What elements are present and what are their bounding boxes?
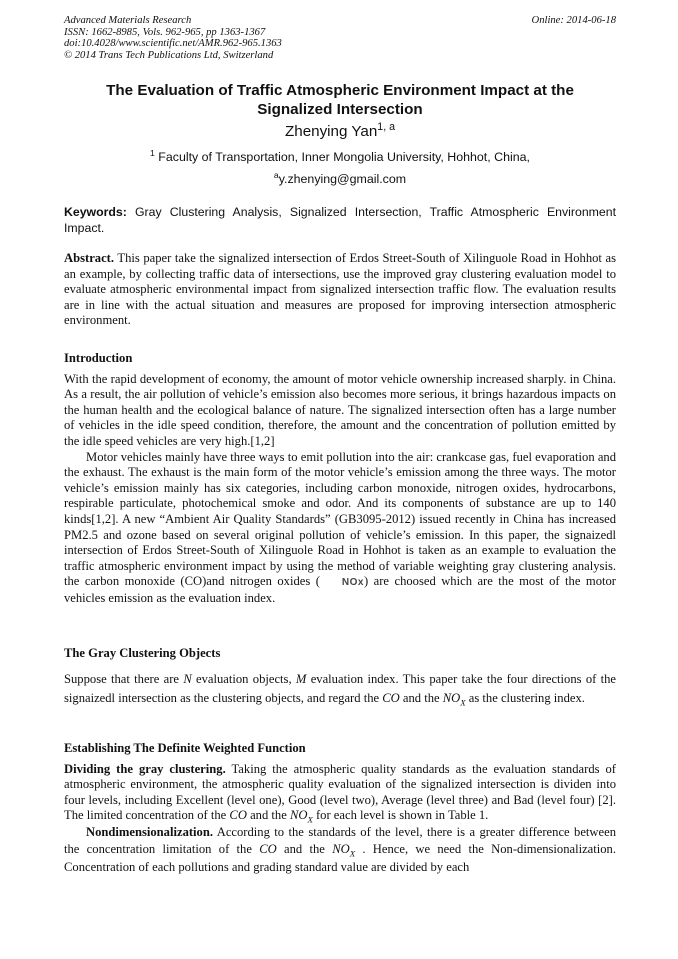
abstract-label: Abstract. [64, 251, 115, 265]
nondim-subheading: Nondimensionalization. [86, 824, 214, 839]
journal-copyright: © 2014 Trans Tech Publications Ltd, Switzerland [64, 49, 274, 61]
intro-paragraph-2 [64, 450, 616, 607]
dividing-text-a: Taking the atmospheric quality standards as the evaluation standards of atmospheric environment, the atmospheric quality evaluation of the signalized intersection is dividen into four levels, including Excellent (level one), Good (level two), Average (level three) and Bad (level four) [2]. The limited concentration of the [64, 761, 616, 823]
math-m: M [295, 671, 307, 686]
gray-text-4: and the [399, 690, 443, 705]
math-x-subscript-2: X [307, 814, 313, 825]
dividing-text-b: and the [246, 808, 290, 823]
email-text: y.zhenying@gmail.com [278, 172, 407, 186]
math-x-subscript: X [460, 697, 466, 708]
author [64, 120, 616, 140]
weighted-function-heading: Establishing The Definite Weighted Function [64, 741, 306, 755]
nondim-text-b: and the [276, 842, 333, 857]
nondim-text-a: According to the standards of the level, there is a greater difference between the concentration limitation of the [64, 824, 616, 857]
email-sup: a [273, 169, 279, 180]
intro-paragraph-2-text-a: Motor vehicles mainly have three ways to emit pollution into the air: crankcase gas, fuel evaporation and the exhaust. The exhaust is the main form of the motor vehicle’s emission among the three ways. The motor vehicle’s emission mainly has six categories, including carbon monoxide, nitrogen oxides, hydrocarbons, respirable particulate, photochemical smoke and odor. And its components of substance are up to 140 kinds[1,2]. A new “Ambient Air Quality Standards” (GB3095-2012) issued recently in China has increased PM2.5 and ozone based on several original pollution of vehicle’s emission. In this paper, the signaizedl intersection of Erdos Street-South of Xilinguole Road in Hohhot is taken as an example to evaluation the traffic atmospheric environment impact by using the method of variable weighting gray clustering analysis. the carbon monoxide (CO)and nitrogen oxides ( [64, 449, 616, 589]
journal-doi: doi:10.4028/www.scientific.net/AMR.962-965.1363 [64, 38, 282, 50]
author-sup: 1, a [377, 120, 396, 133]
gray-clustering-heading: The Gray Clustering Objects [64, 646, 221, 660]
gray-clustering-section [64, 646, 616, 708]
journal-name: Advanced Materials Research [64, 15, 192, 26]
journal-header [64, 15, 616, 61]
title-line-1: The Evaluation of Traffic Atmospheric Environment Impact at the [106, 82, 574, 99]
nox-formula: NOx [341, 577, 364, 589]
gray-text-1: Suppose that there are [64, 671, 184, 686]
gray-text-2: evaluation objects, [191, 671, 296, 686]
intro-paragraph-2-text-b: ) are choosed which are the most of the motor vehicles emission as the evaluation index. [64, 574, 616, 605]
author-name: Zhenying Yan [284, 123, 378, 140]
introduction-section [64, 351, 616, 607]
gray-text-3: evaluation index. This paper take the four directions of the signaizedl intersection as the clustering objects, and regard the [64, 671, 616, 705]
nondim-paragraph [64, 824, 616, 877]
math-no-2: NO [289, 808, 308, 823]
online-date: Online: 2014-06-18 [531, 15, 616, 26]
keywords-label: Keywords: [64, 205, 127, 219]
introduction-heading: Introduction [64, 351, 133, 365]
abstract [64, 251, 616, 329]
dividing-paragraph [64, 762, 616, 824]
math-n: N [183, 671, 192, 686]
journal-issn: ISSN: 1662-8985, Vols. 962-965, pp 1363-1367 [64, 26, 266, 38]
nondim-text-c: . Hence, we need the Non-dimensionalization. Concentration of each pollutions and grading standard value are divided by each [64, 842, 616, 874]
gray-text-5: as the clustering index. [465, 690, 585, 705]
affiliation-text: Faculty of Transportation, Inner Mongolia University, Hohhot, China, [154, 150, 530, 164]
affiliation [64, 147, 616, 164]
math-no: NO [442, 690, 461, 705]
dividing-text-c: for each level is shown in Table 1. [312, 808, 489, 823]
math-co: CO [382, 690, 400, 705]
title-line-2: Signalized Intersection [257, 100, 423, 118]
affiliation-sup: 1 [150, 147, 155, 158]
keywords-text: Gray Clustering Analysis, Signalized Intersection, Traffic Atmospheric Environment Impact. [64, 205, 616, 235]
author-email [64, 169, 616, 186]
gray-clustering-paragraph [64, 670, 616, 708]
math-x-subscript-3: X [349, 848, 356, 859]
abstract-text: This paper take the signalized intersection of Erdos Street-South of Xilinguole Road in Hohhot as an example, by collecting traffic data of intersections, use the improved gray clustering evaluation model to evaluate atmospheric environmental impact from signalized intersection traffic flow. The evaluation results are in line with the actual situation and measures are proposed for improving intersection atmospheric environment. [64, 251, 616, 328]
math-no-3: NO [332, 842, 350, 857]
math-co-2: CO [229, 808, 247, 823]
math-co-3: CO [259, 842, 277, 857]
weighted-function-section [64, 741, 616, 876]
paper-title [64, 82, 616, 119]
dividing-subheading: Dividing the gray clustering. [64, 761, 226, 776]
intro-paragraph-1: With the rapid development of economy, the amount of motor vehicle ownership increased sharply. in China. As a result, the air pollution of vehicle’s emission also becomes more serious, it brings hazardous impacts on the human health and the ecological balance of nature. The signalized intersection often has a large number of vehicles in the idle speed condition, therefore, the amount and the concentration of pollution emitted by the idle speed vehicles are very high.[1,2] [64, 371, 616, 448]
keywords [64, 205, 616, 236]
